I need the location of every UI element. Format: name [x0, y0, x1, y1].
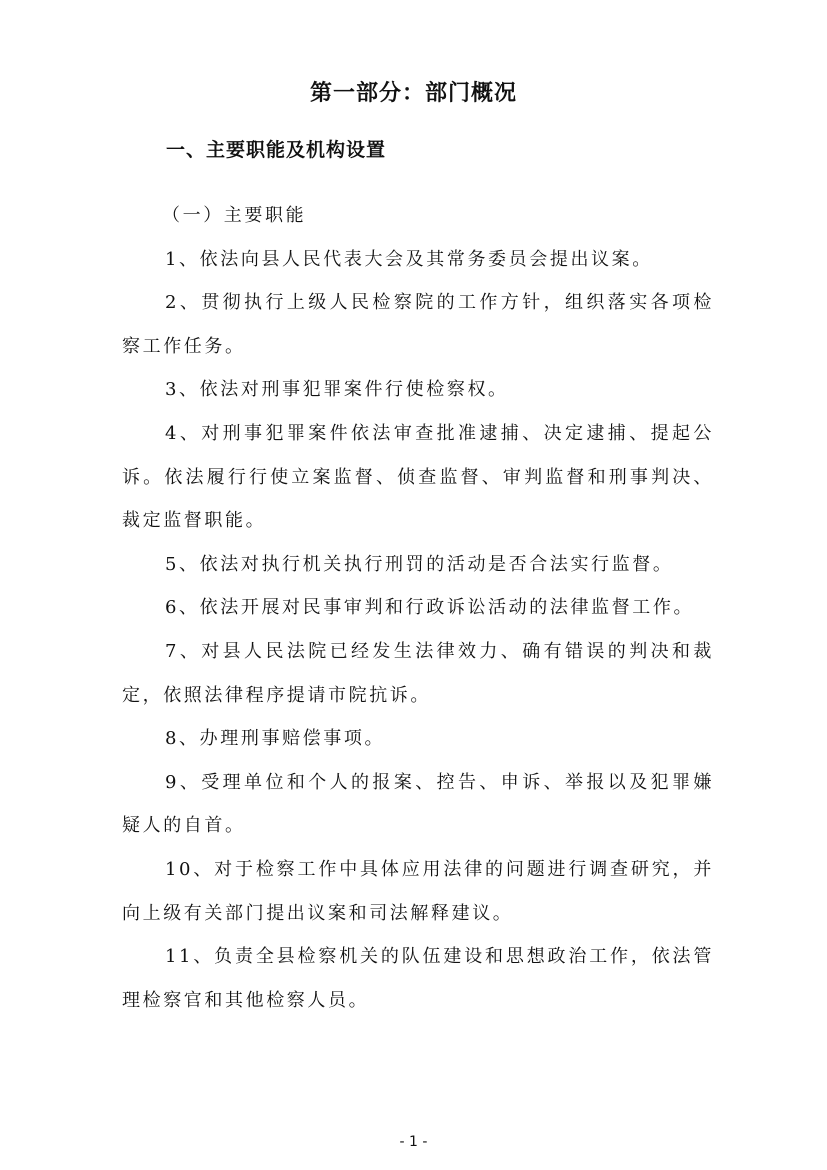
paragraph: 3、依法对刑事犯罪案件行使检察权。 [165, 379, 509, 401]
paragraph: 11、负责全县检察机关的队伍建设和思想政治工作，依法管理检察官和其他检察人员。 [122, 946, 714, 1011]
page-title: 第一部分：部门概况 [309, 81, 517, 106]
paragraph: 6、依法开展对民事审判和行政诉讼活动的法律监督工作。 [165, 597, 695, 619]
paragraph: 4、对刑事犯罪案件依法审查批准逮捕、决定逮捕、提起公诉。依法履行行使立案监督、侦查监督、审判监督和刑事判决、裁定监督职能。 [122, 422, 714, 532]
paragraph: 10、对于检察工作中具体应用法律的问题进行调查研究，并向上级有关部门提出议案和司法解释建议。 [122, 858, 714, 924]
subsection-heading: （一）主要职能 [162, 205, 307, 226]
paragraph: 8、办理刑事赔偿事项。 [165, 728, 386, 750]
paragraph: 2、贯彻执行上级人民检察院的工作方针，组织落实各项检察工作任务。 [122, 292, 714, 357]
paragraph: 5、依法对执行机关执行刑罚的活动是否合法实行监督。 [165, 553, 674, 575]
page-number: - 1 - [399, 1134, 428, 1150]
paragraph: 9、受理单位和个人的报案、控告、申诉、举报以及犯罪嫌疑人的自首。 [122, 771, 714, 837]
document-body [122, 194, 714, 1022]
paragraph: 7、对县人民法院已经发生法律效力、确有错误的判决和裁定，依照法律程序提请市院抗诉。 [122, 640, 714, 706]
paragraph: 1、依法向县人民代表大会及其常务委员会提出议案。 [165, 248, 653, 270]
section-heading: 一、主要职能及机构设置 [166, 139, 387, 161]
